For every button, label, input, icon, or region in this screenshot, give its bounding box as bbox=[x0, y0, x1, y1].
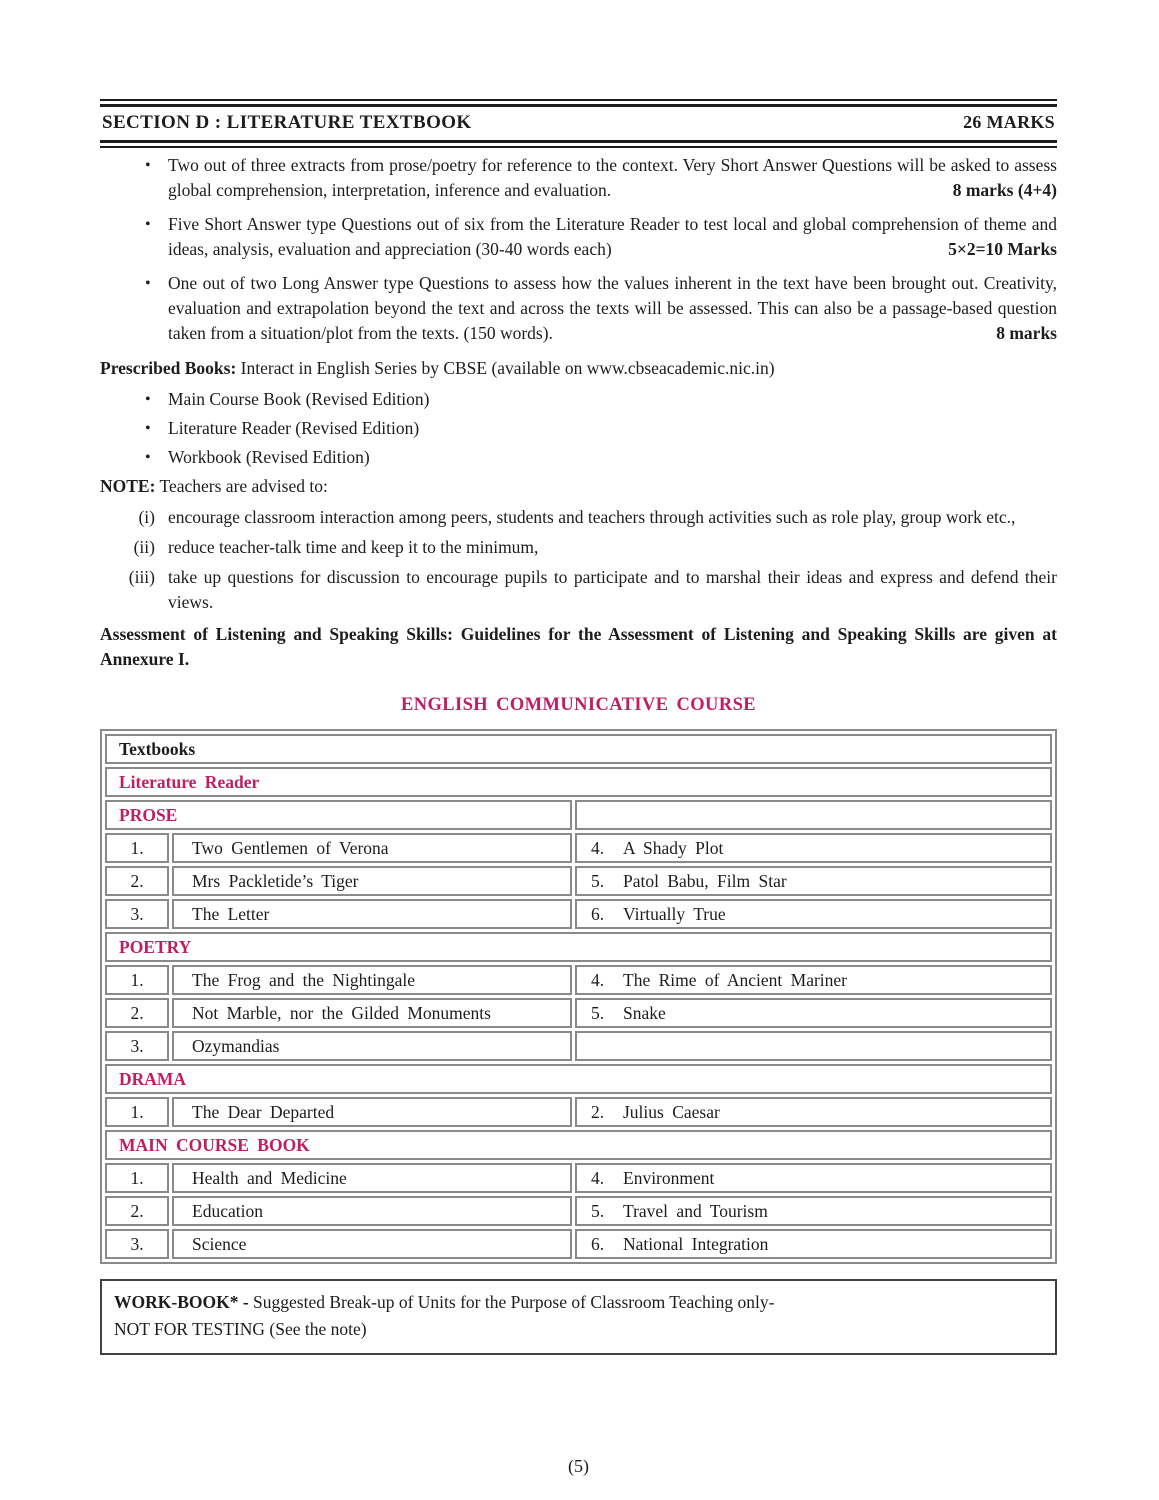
section-heading-row-poetry bbox=[105, 932, 1052, 962]
table-row bbox=[105, 833, 1052, 863]
table-row bbox=[105, 1196, 1052, 1226]
note-list bbox=[100, 505, 1057, 615]
note-item-number: (i) bbox=[138, 507, 155, 527]
row-number: 6. bbox=[591, 1233, 605, 1254]
table-row bbox=[105, 866, 1052, 896]
lesson-title: A Shady Plot bbox=[623, 837, 724, 858]
exam-bullets bbox=[100, 153, 1057, 346]
literature-reader-label: Literature Reader bbox=[105, 767, 1052, 797]
lesson-title: The Letter bbox=[172, 899, 572, 929]
note-item-text: reduce teacher-talk time and keep it to the minimum, bbox=[168, 537, 539, 557]
lesson-title: Not Marble, nor the Gilded Monuments bbox=[172, 998, 572, 1028]
exam-bullet-marks: 5×2=10 Marks bbox=[938, 237, 1057, 262]
lesson-right-cell bbox=[575, 998, 1052, 1028]
table-row bbox=[105, 1229, 1052, 1259]
table-row-textbooks bbox=[105, 734, 1052, 764]
section-header bbox=[100, 99, 1057, 148]
table-row bbox=[105, 1163, 1052, 1193]
list-item bbox=[100, 445, 1057, 470]
section-heading: POETRY bbox=[105, 932, 1052, 962]
table-row bbox=[105, 998, 1052, 1028]
note-item-number: (ii) bbox=[133, 537, 155, 557]
row-number: 5. bbox=[591, 1200, 605, 1221]
workbook-text: Suggested Break-up of Units for the Purpose of Classroom Teaching only- bbox=[253, 1292, 775, 1312]
note-item-number: (iii) bbox=[128, 567, 155, 587]
lesson-right-cell bbox=[575, 1196, 1052, 1226]
row-number: 5. bbox=[591, 870, 605, 891]
list-item bbox=[100, 387, 1057, 412]
table-row-literature-reader bbox=[105, 767, 1052, 797]
lesson-title: The Dear Departed bbox=[172, 1097, 572, 1127]
note-item-text: take up questions for discussion to encourage pupils to participate and to marshal their ideas and express and defend their views. bbox=[168, 567, 1057, 612]
lesson-title: Science bbox=[172, 1229, 572, 1259]
exam-bullet bbox=[100, 271, 1057, 346]
row-number: 2. bbox=[105, 998, 169, 1028]
assessment-text: Guidelines for the Assessment of Listening and Speaking Skills are given at Annexure I. bbox=[100, 624, 1057, 669]
bullet-icon: • bbox=[145, 391, 151, 408]
note-item bbox=[100, 535, 1057, 560]
page-number: (5) bbox=[568, 1456, 589, 1476]
bullet-icon: • bbox=[145, 420, 151, 437]
prescribed-books-label: Prescribed Books: bbox=[100, 358, 237, 378]
row-number: 3. bbox=[105, 899, 169, 929]
section-title: SECTION D : LITERATURE TEXTBOOK bbox=[102, 112, 472, 133]
exam-bullet-text: Five Short Answer type Questions out of six from the Literature Reader to test local and global comprehension of theme and ideas, analysis, evaluation and appreciation (30-40 words each) bbox=[168, 214, 1057, 259]
lesson-title: Travel and Tourism bbox=[623, 1200, 768, 1221]
book-title: Workbook (Revised Edition) bbox=[168, 447, 370, 467]
exam-bullet bbox=[100, 212, 1057, 262]
section-heading-row-prose bbox=[105, 800, 1052, 830]
row-number: 2. bbox=[105, 866, 169, 896]
lesson-right-cell bbox=[575, 1097, 1052, 1127]
course-table bbox=[100, 729, 1057, 1264]
lesson-title: Two Gentlemen of Verona bbox=[172, 833, 572, 863]
bullet-icon: • bbox=[145, 449, 151, 466]
prescribed-books-line bbox=[100, 356, 1057, 381]
section-heading-row-main-course-book bbox=[105, 1130, 1052, 1160]
note-label: NOTE: bbox=[100, 476, 156, 496]
row-number: 4. bbox=[591, 837, 605, 858]
row-number: 4. bbox=[591, 969, 605, 990]
row-number: 2. bbox=[105, 1196, 169, 1226]
lesson-right-cell bbox=[575, 1229, 1052, 1259]
prescribed-books-text: Interact in English Series by CBSE (available on www.cbseacademic.nic.in) bbox=[236, 358, 775, 378]
prescribed-books-list bbox=[100, 387, 1057, 470]
bullet-icon: • bbox=[145, 157, 151, 174]
workbook-label: WORK-BOOK* - bbox=[114, 1292, 254, 1312]
table-row bbox=[105, 1031, 1052, 1061]
table-row bbox=[105, 965, 1052, 995]
row-number: 1. bbox=[105, 1097, 169, 1127]
exam-bullet-marks: 8 marks (4+4) bbox=[943, 178, 1057, 203]
note-line bbox=[100, 474, 1057, 499]
row-number: 6. bbox=[591, 903, 605, 924]
lesson-right-cell bbox=[575, 1163, 1052, 1193]
empty-cell bbox=[575, 1031, 1052, 1061]
lesson-right-cell bbox=[575, 965, 1052, 995]
course-title: ENGLISH COMMUNICATIVE COURSE bbox=[400, 695, 757, 715]
note-item bbox=[100, 505, 1057, 530]
row-number: 5. bbox=[591, 1002, 605, 1023]
rule-bottom-thin bbox=[100, 146, 1057, 148]
lesson-title: The Rime of Ancient Mariner bbox=[623, 969, 847, 990]
exam-bullet-marks: 8 marks bbox=[986, 321, 1057, 346]
note-intro: Teachers are advised to: bbox=[155, 476, 328, 496]
section-heading-row-drama bbox=[105, 1064, 1052, 1094]
lesson-title: Education bbox=[172, 1196, 572, 1226]
bullet-icon: • bbox=[145, 275, 151, 292]
row-number: 3. bbox=[105, 1229, 169, 1259]
empty-cell bbox=[575, 800, 1052, 830]
book-title: Literature Reader (Revised Edition) bbox=[168, 418, 420, 438]
lesson-title: Julius Caesar bbox=[623, 1101, 720, 1122]
exam-bullet-text: One out of two Long Answer type Questions to assess how the values inherent in the text have been brought out. Creativity, evaluation and extrapolation beyond the text and across the texts will be assessed. This can also be a passage-based question taken from a situation/plot from the texts. (150 words). bbox=[168, 273, 1057, 343]
section-heading: PROSE bbox=[105, 800, 572, 830]
section-marks: 26 MARKS bbox=[963, 112, 1055, 132]
document-page bbox=[100, 0, 1057, 1477]
list-item bbox=[100, 416, 1057, 441]
workbook-note-box bbox=[100, 1279, 1057, 1355]
lesson-title: National Integration bbox=[623, 1233, 769, 1254]
workbook-note-line1 bbox=[114, 1289, 1043, 1316]
lesson-right-cell bbox=[575, 833, 1052, 863]
lesson-right-cell bbox=[575, 866, 1052, 896]
section-heading: MAIN COURSE BOOK bbox=[105, 1130, 1052, 1160]
lesson-title: Mrs Packletide’s Tiger bbox=[172, 866, 572, 896]
assessment-line bbox=[100, 622, 1057, 672]
row-number: 4. bbox=[591, 1167, 605, 1188]
row-number: 3. bbox=[105, 1031, 169, 1061]
lesson-title: Environment bbox=[623, 1167, 715, 1188]
note-item-text: encourage classroom interaction among peers, students and teachers through activities such as role play, group work etc., bbox=[168, 507, 1016, 527]
section-heading: DRAMA bbox=[105, 1064, 1052, 1094]
note-item bbox=[100, 565, 1057, 615]
bullet-icon: • bbox=[145, 216, 151, 233]
lesson-title: Health and Medicine bbox=[172, 1163, 572, 1193]
assessment-label: Assessment of Listening and Speaking Skills: bbox=[100, 624, 453, 644]
row-number: 1. bbox=[105, 1163, 169, 1193]
lesson-title: Patol Babu, Film Star bbox=[623, 870, 787, 891]
lesson-title: The Frog and the Nightingale bbox=[172, 965, 572, 995]
book-title: Main Course Book (Revised Edition) bbox=[168, 389, 430, 409]
table-row bbox=[105, 899, 1052, 929]
workbook-note-line2: NOT FOR TESTING (See the note) bbox=[114, 1319, 367, 1339]
lesson-right-cell bbox=[575, 899, 1052, 929]
lesson-title: Snake bbox=[623, 1002, 666, 1023]
lesson-title: Ozymandias bbox=[172, 1031, 572, 1061]
exam-bullet bbox=[100, 153, 1057, 203]
exam-bullet-text: Two out of three extracts from prose/poetry for reference to the context. Very Short Answer Questions will be asked to assess global comprehension, interpretation, inference and evaluation. bbox=[168, 155, 1057, 200]
row-number: 2. bbox=[591, 1101, 605, 1122]
row-number: 1. bbox=[105, 965, 169, 995]
lesson-title: Virtually True bbox=[623, 903, 726, 924]
table-row bbox=[105, 1097, 1052, 1127]
row-number: 1. bbox=[105, 833, 169, 863]
textbooks-label: Textbooks bbox=[105, 734, 1052, 764]
